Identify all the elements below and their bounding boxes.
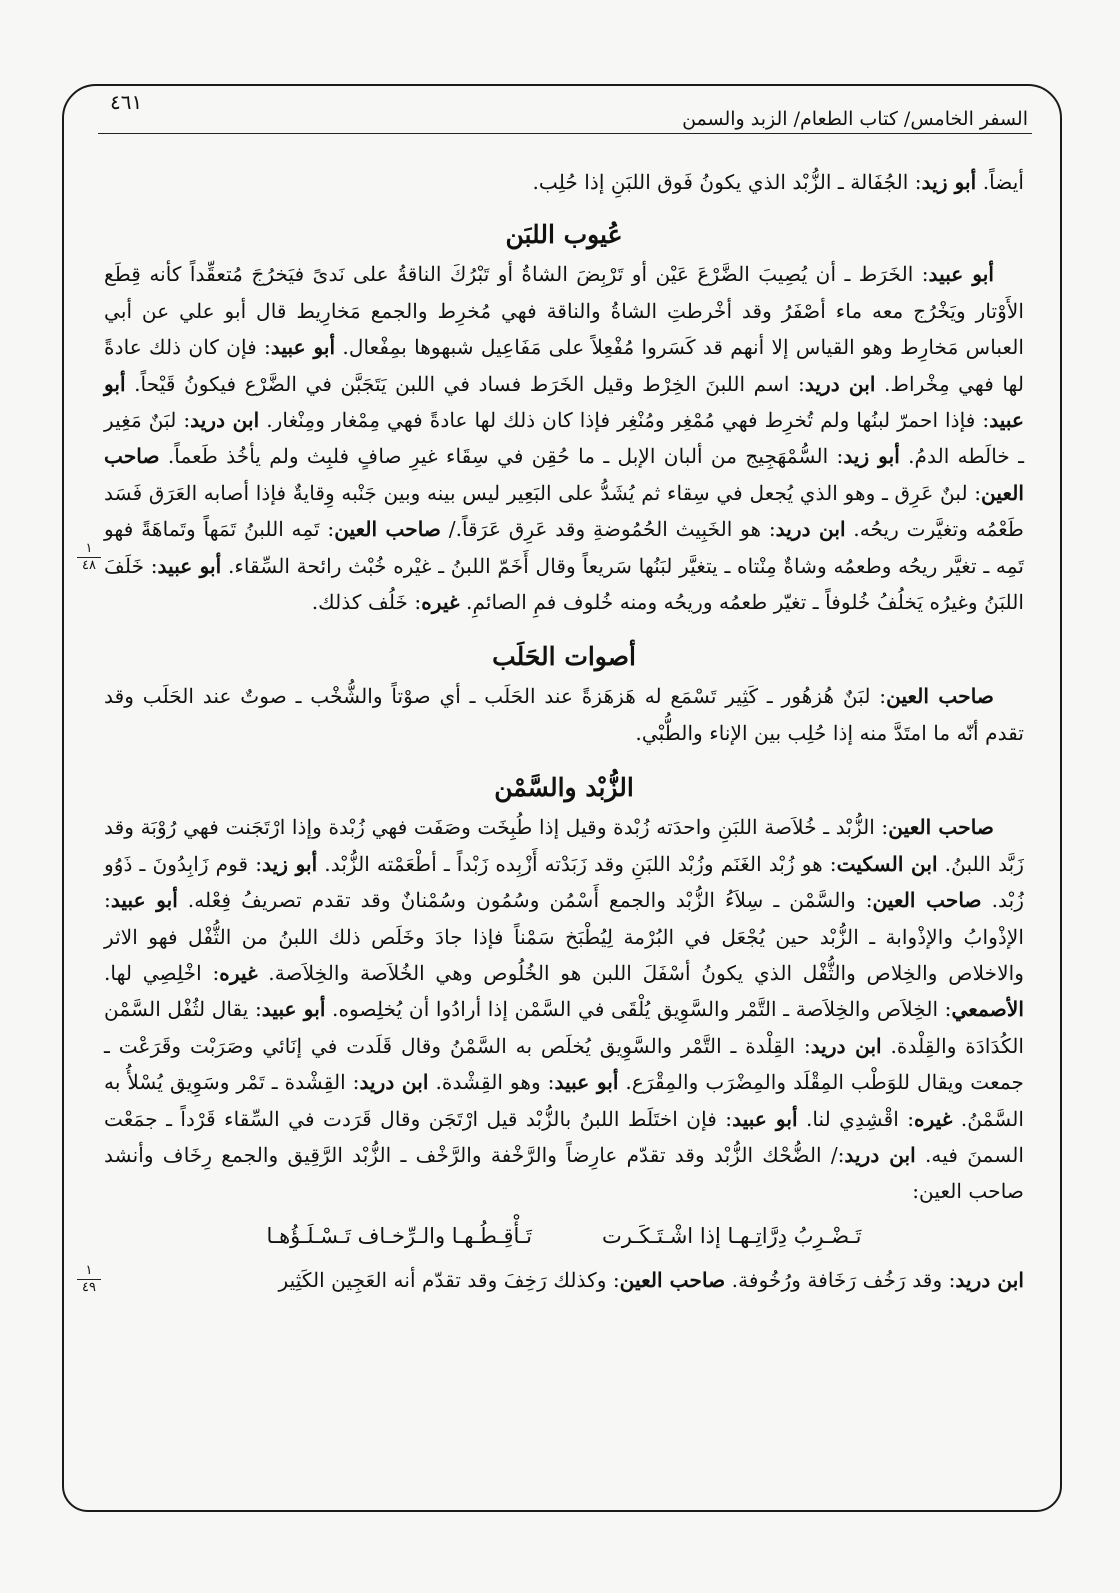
speaker: ابن دريد xyxy=(844,1142,916,1167)
text: : فإن كان ذلك عادةً لها فهي مِخْراط. xyxy=(104,335,1024,396)
margin-note-48 xyxy=(74,543,104,572)
speaker: أبو زيد xyxy=(262,851,318,876)
text: : تَمِه اللبنُ تَمَهاً وتَماهَةً فهو تَمِه ـ تغيَّر ريحُه وطعمُه وشاةٌ مِنْتاه ـ يتغيَّر لبَنُها سَريعاً وقال أَخَمّ اللبنُ ـ غيْره خُبْث رائحة السِّقاء. xyxy=(104,517,1025,578)
text: : قوم زَابِدُونَ ـ ذَوُو زُبْد. xyxy=(104,851,1024,913)
text: : هو الخَبِيث الحُمُوضةِ وقد عَرِق عَرَقاً./ xyxy=(441,517,776,542)
speaker: ابن دريد xyxy=(955,1267,1024,1292)
text: : وهو القِشْدة. xyxy=(428,1070,555,1095)
speaker: غيره xyxy=(914,1106,953,1131)
speaker: صاحب العين xyxy=(104,444,1024,505)
text: : السُّمْهَجِيج من ألبان الإبل ـ ما حُقِن في سِقَاء غيرِ صافٍ فلبِث ولم يأخُذ طَعماً. xyxy=(159,444,844,469)
speaker: ابن دريد xyxy=(775,517,846,542)
text: : فإن اختَلَط اللبنُ بالزُّبْد قيل ارْتَجَن وقال قَرَدت في السِّقاء قَرْداً ـ جمَعْت السمنَ فيه. xyxy=(104,1106,1025,1167)
text: : لبَنٌ مَغِير ـ خالَطه الدمُ. xyxy=(104,408,1025,469)
text: : خَلُف كذلك. xyxy=(311,590,422,615)
text: أيضاً. xyxy=(976,170,1024,194)
text: : خَلَفَ اللبَنُ وغيرُه يَخلُفُ خُلوفاً ـ تغيّر طعمُه وريحُه ومنه خُلوف فمِ الصائمِ. xyxy=(104,553,1024,615)
speaker: أبو عبيد xyxy=(104,371,1025,433)
poem-second-hemistich: تَـأْقِـطُـهـا والـرِّخـاف تَـسْـلَـؤُهـا xyxy=(266,1223,532,1248)
text: : وقد رَخُف رَخَافة ورُخُوفة. xyxy=(725,1267,956,1292)
margin-note-49 xyxy=(74,1265,104,1294)
page-number: ٤٦١ xyxy=(110,90,143,114)
text: : فإذا احمرّ لبنُها ولم تُخرِط فهي مُمْغِر ومُنْغِر فإذا كان ذلك لها عادةً فهي مِمْغار ومِنْغار. xyxy=(259,408,990,433)
section-title-milk-defects: عُيوب اللبَن xyxy=(505,220,623,250)
text: : القِلْدة ـ التَّمْر والسَّوِيق يُخلَص به السَّمْنُ وقال قَلَدت في إنَائي وصَرَبْت وقَرَعْت ـ جمعت ويقال للوَطْب المِقْلَد والمِضْرَب والمِقْرَع. xyxy=(104,1033,1024,1095)
text: : القِشْدة ـ تَمْر وسَوِيق يُسْلأُ به السَّمْنُ. xyxy=(104,1070,1024,1131)
speaker: ابن دريد xyxy=(804,371,876,396)
text: : وكذلك رَخِفَ وقد تقدّم أنه العَجِين الكَثِير xyxy=(278,1267,620,1292)
butter-ghee-paragraph xyxy=(104,809,1024,1209)
speaker: أبو عبيد xyxy=(928,262,994,287)
poem-first-hemistich: تَـضْـرِبُ دِرَّاتِـهـا إذا اشْـتَـكَـرت xyxy=(601,1223,862,1248)
poem-verse xyxy=(104,1216,1024,1256)
speaker: أبو عبيد xyxy=(261,997,326,1022)
intro-paragraph xyxy=(104,164,1024,200)
section-title-milking-sounds: أصوات الحَلَب xyxy=(492,642,636,672)
margin-note-denominator: ٤٩ xyxy=(82,1280,96,1295)
milk-defects-paragraph xyxy=(104,256,1024,620)
speaker: صاحب العين xyxy=(872,888,982,913)
margin-note-denominator: ٤٨ xyxy=(82,558,96,573)
speaker: أبو زيد xyxy=(843,444,900,469)
section-title-butter-ghee: الزُّبْد والسَّمْن xyxy=(494,773,634,803)
text: : والسَّمْن ـ سِلاَءُ الزُّبْد والجمع أَسْمُن وسُمُون وسُمْنانٌ وقد تقدم تصريفُ فِعْله. xyxy=(177,888,873,913)
speaker: أبو زيد xyxy=(921,170,977,194)
speaker: ابن دريد xyxy=(810,1033,882,1058)
text: : لبنٌ عَرِق ـ وهو الذي يُجعل في سِقاء ثم يُشَدُّ على البَعِير ليس بينه وبين جَنْبه وِقايةٌ فإذا أصابه العَرَق فَسَد طَعْمُه وتغيَّرت ريحُه. xyxy=(104,480,1024,542)
page-body xyxy=(104,164,1024,1298)
speaker: غيره xyxy=(421,590,460,615)
speaker: صاحب العين xyxy=(886,684,994,709)
header-rule xyxy=(98,133,1032,134)
speaker: أبو عبيد xyxy=(554,1070,619,1095)
text: : الزُّبْد ـ خُلاَصة اللبَنِ واحدَته زُبْدة وقيل إذا طُبِخَت وصَفَت فهي زُبْدة وإذا ارْتَجَنت فهي رُوْبَة وقد زَبَّد اللبنُ. xyxy=(104,815,1024,876)
speaker: أبو عبيد xyxy=(270,335,336,360)
speaker: أبو عبيد xyxy=(732,1106,798,1131)
text: : اقْشِدِي لنا. xyxy=(797,1106,915,1131)
closing-paragraph xyxy=(104,1262,1024,1298)
margin-note-numerator: ١ xyxy=(85,541,93,556)
speaker: أبو عبيد xyxy=(157,553,222,578)
speaker: ابن دريد xyxy=(359,1070,429,1095)
text: :/ الضُّحْك الزُّبْد وقد تقدّم عارِضاً والرَّخْفة والرَّخْف ـ الزُّبْد الرَّقِيق والجمع رِخَاف وأنشد صاحب العين: xyxy=(104,1142,1024,1204)
text: : هو زُبْد الغَنَم وزُبْد اللبَنِ وقد زَبَدْته أَزْبِده زَبْداً ـ أطْعَمْته الزُّبْد. xyxy=(317,851,837,876)
text: : يقال لثُفْل السَّمْن الكُدَادَة والقِلْدة. xyxy=(104,997,1024,1058)
text: : الخَرَط ـ أن يُصِيبَ الضَّرْعَ عَيْن أو تَرْبِضَ الشاةُ أو تَبْرُكَ الناقةُ على نَدىً فيَخرُجَ مُتعقِّداً كأنه قِطَع الأَوْتار ويَخْرُج معه ماء أصْفَرُ وقد أخْرطتِ الشاةُ والناقة فهي مُخرِط والجمع مَخارِيط قال أبو علي عن أبي العباس مَخارِط وهو القياس إلا أنهم قد كَسَروا مُفْعِلاً على مَفَاعِيل شبهوها بمِفْعال. xyxy=(104,262,1024,360)
running-title: السفر الخامس/ كتاب الطعام/ الزبد والسمن xyxy=(682,108,1028,130)
text: : الخِلاَص والخِلاَصة ـ التَّمْر والسَّوِيق يُلْقَى في السَّمْن إذا أرادُوا أن يُخلِصوه. xyxy=(325,997,952,1022)
text: : اسم اللبنَ الخِرْط وقيل الخَرَط فساد في اللبن يَتَجَبَّن في الضَّرْع فيكونُ قَيْحاً. xyxy=(125,371,805,396)
speaker: أبو عبيد xyxy=(110,888,178,913)
text: : الجُفَالة ـ الزُّبْد الذي يكونُ فَوق اللبَنِ إذا حُلِب. xyxy=(532,170,922,194)
text: : الإذْوابُ والإذْوابة ـ الزُّبْد حين يُجْعَل في البُرْمة لِيُطْبَخ سَمْناً فإذا جادَ وخَلَص ذلك اللبنُ من الثُّفْل فهو الاثر والاخلاص والخِلاص والثُّفْل الذي يكونُ أسْفَلَ اللبن هو الخُلُوص وهي الخُلاَصة والخِلاَصة. xyxy=(104,888,1025,985)
speaker: صاحب العين xyxy=(334,517,442,542)
milking-sounds-paragraph xyxy=(104,678,1024,751)
speaker: ابن دريد xyxy=(190,408,260,433)
speaker: غيره xyxy=(219,960,258,985)
speaker: الأصمعي xyxy=(951,997,1024,1022)
speaker: صاحب العين xyxy=(619,1267,726,1292)
speaker: صاحب العين xyxy=(888,815,994,840)
text: : لبَنٌ هُزهُور ـ كَثِير تَسْمَع له هَزهَزةً عند الحَلَب ـ أي صوْتاً والشُّخْب ـ صوتٌ عند الحَلَب وقد تقدم أنّه ما امتَدَّ منه إذا حُلِب بين الإناء والطُّبْي. xyxy=(104,684,1024,745)
margin-note-numerator: ١ xyxy=(85,1263,93,1278)
speaker: ابن السكيت xyxy=(836,851,938,876)
text: : اخْلِصِي لها. xyxy=(104,960,220,985)
